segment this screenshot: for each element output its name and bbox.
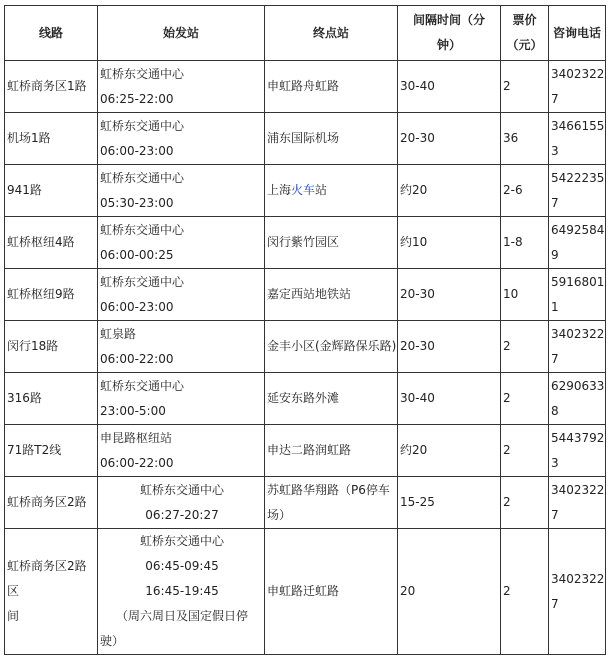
cell-fare: 10	[501, 269, 549, 321]
header-interval-line1: 间隔时间（分	[412, 13, 485, 27]
terminal-text-a: 上海	[267, 183, 292, 197]
terminal-text-b: 站	[315, 183, 328, 197]
cell-origin	[98, 477, 265, 529]
origin-name: 申昆路枢纽站	[100, 430, 173, 445]
table-row	[5, 165, 606, 217]
cell-terminal: 申达二路润虹路	[265, 425, 398, 477]
phone-line1: 3402322	[551, 482, 605, 497]
cell-interval: 约10	[398, 217, 501, 269]
cell-route: 闵行18路	[5, 321, 98, 373]
cell-phone	[549, 61, 606, 113]
origin-time: 23:00-5:00	[100, 403, 166, 418]
origin-name: 虹桥东交通中心	[100, 66, 185, 81]
origin-name: 虹泉路	[100, 326, 137, 341]
cell-interval: 20-30	[398, 113, 501, 165]
cell-terminal: 申虹路迁虹路	[265, 529, 398, 655]
cell-fare: 2	[501, 321, 549, 373]
cell-phone	[549, 373, 606, 425]
origin-time: 06:27-20:27	[145, 507, 219, 522]
phone-line1: 3466155	[551, 118, 605, 133]
header-row	[5, 6, 606, 61]
header-fare-line1: 票价	[512, 13, 537, 27]
cell-fare: 36	[501, 113, 549, 165]
cell-interval: 约20	[398, 425, 501, 477]
cell-interval: 20	[398, 529, 501, 655]
cell-origin	[98, 529, 265, 655]
phone-line1: 5422235	[551, 170, 605, 185]
header-route: 线路	[5, 6, 98, 61]
phone-line2: 7	[551, 507, 559, 522]
cell-fare: 1-8	[501, 217, 549, 269]
table-row	[5, 217, 606, 269]
cell-route	[5, 529, 98, 655]
route-line2: 间	[7, 609, 20, 623]
origin-time: 06:00-23:00	[100, 299, 174, 314]
cell-origin	[98, 113, 265, 165]
terminal-line1: 苏虹路华翔路（P6停车	[267, 482, 390, 497]
cell-fare: 2-6	[501, 165, 549, 217]
phone-line1: 5443792	[551, 430, 605, 445]
origin-name: 虹桥东交通中心	[100, 118, 185, 133]
origin-time: 05:30-23:00	[100, 195, 174, 210]
table-row	[5, 321, 606, 373]
cell-route: 虹桥商务区2路	[5, 477, 98, 529]
origin-name: 虹桥东交通中心	[100, 378, 185, 393]
origin-name: 虹桥东交通中心	[139, 534, 224, 548]
cell-origin	[98, 217, 265, 269]
cell-origin	[98, 165, 265, 217]
cell-route: 虹桥商务区1路	[5, 61, 98, 113]
cell-route: 虹桥枢纽4路	[5, 217, 98, 269]
origin-time: 06:00-22:00	[100, 351, 174, 366]
phone-line2: 8	[551, 403, 559, 418]
cell-terminal	[265, 165, 398, 217]
cell-phone	[549, 217, 606, 269]
cell-phone	[549, 165, 606, 217]
phone-line1: 6290633	[551, 378, 605, 393]
origin-time: 06:00-22:00	[100, 455, 174, 470]
cell-terminal: 金丰小区(金辉路保乐路)	[265, 321, 398, 373]
cell-interval: 20-30	[398, 269, 501, 321]
cell-phone	[549, 269, 606, 321]
cell-fare: 2	[501, 61, 549, 113]
table-row	[5, 373, 606, 425]
phone-line2: 7	[551, 91, 559, 106]
routes-table	[4, 5, 606, 655]
header-origin: 始发站	[98, 6, 265, 61]
phone-line2: 1	[551, 299, 559, 314]
origin-name: 虹桥东交通中心	[139, 482, 224, 497]
cell-terminal	[265, 477, 398, 529]
cell-terminal: 嘉定西站地铁站	[265, 269, 398, 321]
phone-line1: 6492584	[551, 222, 605, 237]
cell-phone	[549, 113, 606, 165]
origin-time: 06:00-00:25	[100, 247, 174, 262]
phone-line2: 7	[551, 596, 559, 611]
cell-origin	[98, 425, 265, 477]
phone-line1: 3402322	[551, 571, 605, 586]
cell-terminal: 浦东国际机场	[265, 113, 398, 165]
cell-interval: 30-40	[398, 373, 501, 425]
phone-line1: 3402322	[551, 66, 605, 81]
cell-origin	[98, 61, 265, 113]
table-row	[5, 477, 606, 529]
cell-fare: 2	[501, 425, 549, 477]
cell-origin	[98, 321, 265, 373]
cell-interval: 20-30	[398, 321, 501, 373]
origin-name: 虹桥东交通中心	[100, 170, 185, 185]
cell-fare: 2	[501, 477, 549, 529]
cell-interval: 约20	[398, 165, 501, 217]
cell-fare: 2	[501, 529, 549, 655]
header-interval-line2: 钟）	[436, 38, 461, 52]
phone-line2: 3	[551, 143, 559, 158]
cell-phone	[549, 425, 606, 477]
origin-time-am: 06:45-09:45	[145, 559, 219, 573]
phone-line2: 9	[551, 247, 559, 262]
origin-time: 06:25-22:00	[100, 91, 174, 106]
header-phone: 咨询电话	[549, 6, 606, 61]
table-row	[5, 425, 606, 477]
phone-line1: 3402322	[551, 326, 605, 341]
header-terminal: 终点站	[265, 6, 398, 61]
cell-interval: 30-40	[398, 61, 501, 113]
phone-line1: 5916801	[551, 274, 605, 289]
cell-terminal: 申虹路舟虹路	[265, 61, 398, 113]
cell-terminal: 闵行紫竹园区	[265, 217, 398, 269]
phone-line2: 7	[551, 351, 559, 366]
cell-route: 316路	[5, 373, 98, 425]
phone-line2: 3	[551, 455, 559, 470]
cell-route: 机场1路	[5, 113, 98, 165]
cell-phone	[549, 477, 606, 529]
table-row	[5, 529, 606, 655]
header-interval	[398, 6, 501, 61]
origin-name: 虹桥东交通中心	[100, 274, 185, 289]
origin-note-line2: 驶）	[100, 634, 125, 648]
table-row	[5, 113, 606, 165]
route-line1: 虹桥商务区2路区	[7, 559, 87, 598]
cell-interval: 15-25	[398, 477, 501, 529]
table-row	[5, 61, 606, 113]
cell-origin	[98, 373, 265, 425]
origin-note-line1: （周六周日及国定假日停	[115, 609, 248, 623]
cell-phone	[549, 321, 606, 373]
origin-name: 虹桥东交通中心	[100, 222, 185, 237]
table-row	[5, 269, 606, 321]
cell-phone	[549, 529, 606, 655]
header-fare	[501, 6, 549, 61]
phone-line2: 7	[551, 195, 559, 210]
header-fare-line2: （元）	[506, 38, 543, 52]
origin-time: 06:00-23:00	[100, 143, 174, 158]
cell-route: 虹桥枢纽9路	[5, 269, 98, 321]
railway-station-link[interactable]: 火车	[291, 183, 316, 197]
cell-fare: 2	[501, 373, 549, 425]
cell-terminal: 延安东路外滩	[265, 373, 398, 425]
origin-time-pm: 16:45-19:45	[145, 584, 219, 598]
cell-route: 71路T2线	[5, 425, 98, 477]
cell-route: 941路	[5, 165, 98, 217]
terminal-line2: 场）	[267, 507, 292, 522]
cell-origin	[98, 269, 265, 321]
